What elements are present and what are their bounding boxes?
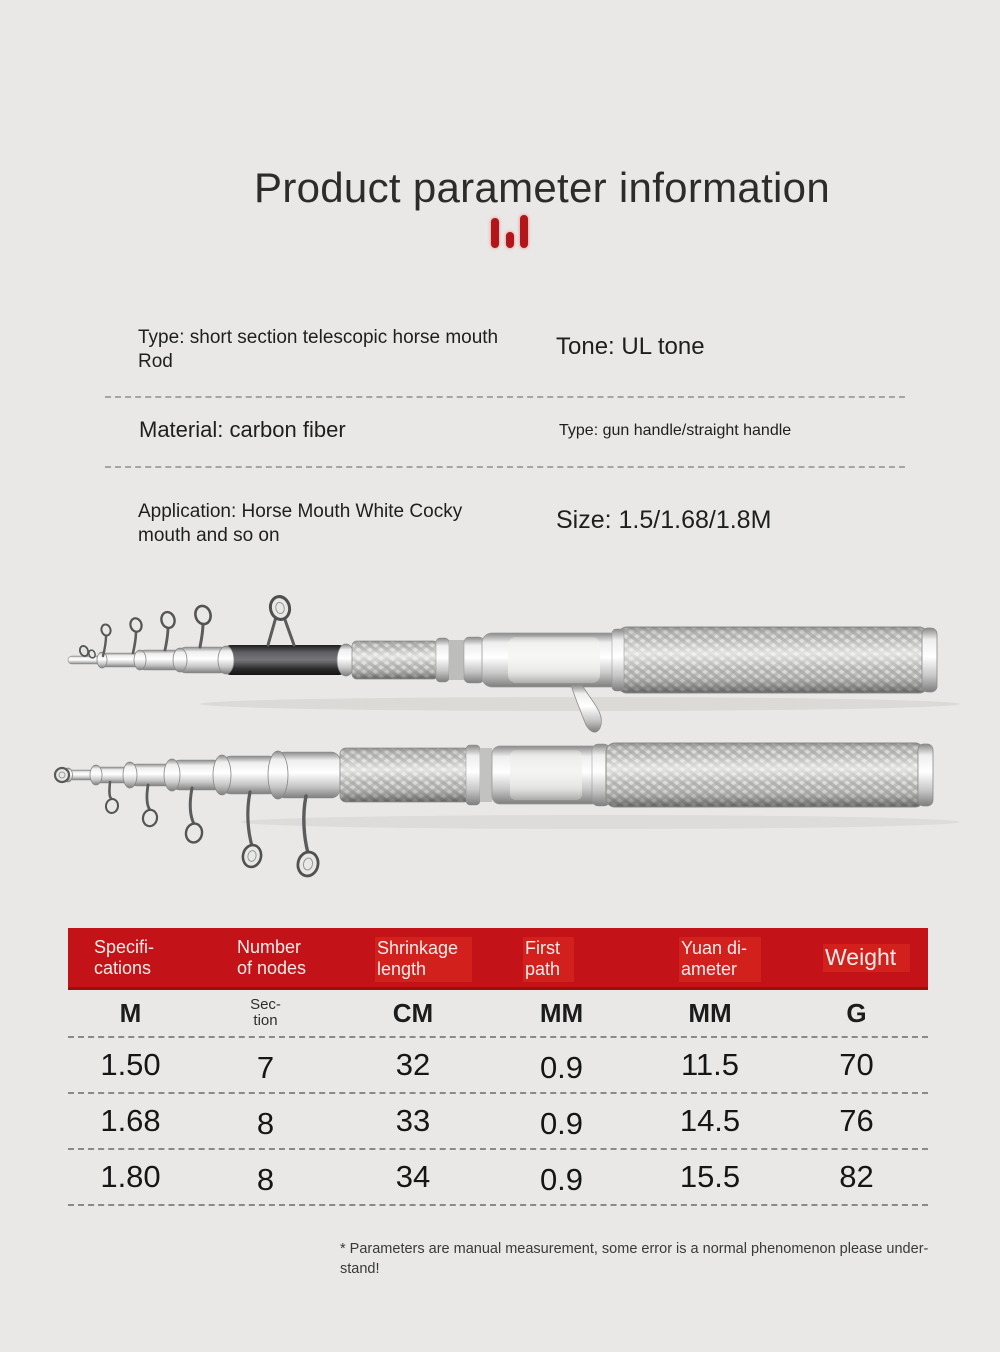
col-header-specifications: Specifi- cations	[94, 937, 155, 978]
dashed-divider	[105, 396, 905, 398]
cell-spec: 1.68	[100, 1103, 161, 1138]
table-header-row	[68, 928, 928, 990]
unit-mm-diameter: MM	[688, 997, 732, 1028]
casting-rod-image	[68, 595, 960, 732]
unit-mm-first-path: MM	[539, 997, 584, 1028]
dashed-divider	[105, 466, 905, 468]
product-rod-images	[40, 572, 960, 892]
cell-first-path: 0.9	[539, 1106, 584, 1141]
unit-m: M	[119, 997, 142, 1028]
unit-section: Sec- tion	[250, 996, 281, 1029]
table-row	[68, 1094, 928, 1150]
spinning-rod-image	[55, 743, 960, 878]
col-header-weight: Weight	[785, 928, 928, 987]
cell-nodes: 8	[256, 1106, 275, 1141]
cell-shrinkage: 34	[395, 1159, 431, 1194]
spec-type: Type: short section telescopic horse mouth Rod	[138, 327, 499, 372]
cell-first-path: 0.9	[539, 1162, 584, 1197]
bar-left	[491, 218, 499, 248]
cell-weight: 76	[839, 1103, 874, 1138]
col-header-yuan-diameter: Yuan di- ameter	[635, 928, 785, 987]
table-row	[68, 1150, 928, 1206]
spec-tone: Tone: UL tone	[556, 333, 705, 360]
unit-g: G	[846, 997, 867, 1028]
table-row	[68, 1038, 928, 1094]
spec-size: Size: 1.5/1.68/1.8M	[556, 506, 772, 534]
bar-right	[520, 215, 528, 248]
col-header-first-path: First path	[488, 928, 635, 987]
spec-table	[68, 928, 928, 1206]
table-units-row	[68, 990, 928, 1038]
cell-shrinkage: 33	[395, 1103, 431, 1138]
cell-diameter: 14.5	[679, 1103, 741, 1138]
red-bars-icon	[491, 215, 528, 248]
cell-weight: 70	[839, 1047, 874, 1082]
cell-spec: 1.80	[100, 1159, 161, 1194]
col-header-shrinkage-length: Shrinkage length	[338, 928, 488, 987]
cell-first-path: 0.9	[539, 1050, 584, 1085]
cell-shrinkage: 32	[395, 1047, 431, 1082]
spec-handle-type: Type: gun handle/straight handle	[559, 422, 792, 439]
cell-nodes: 7	[256, 1050, 275, 1085]
page-title: Product parameter information	[254, 164, 830, 212]
cell-spec: 1.50	[100, 1047, 161, 1082]
cell-diameter: 11.5	[680, 1047, 740, 1082]
bar-middle	[506, 232, 514, 248]
footnote-text: * Parameters are manual measurement, some error is a normal phenomenon please under- stand!	[340, 1240, 929, 1277]
col-header-number-of-nodes: Number of nodes	[237, 937, 307, 978]
spec-material: Material: carbon fiber	[139, 417, 346, 442]
cell-diameter: 15.5	[679, 1159, 741, 1194]
cell-weight: 82	[839, 1159, 874, 1194]
unit-cm: CM	[392, 997, 434, 1028]
cell-nodes: 8	[256, 1162, 275, 1197]
spec-application: Application: Horse Mouth White Cocky mouth and so on	[138, 501, 463, 546]
